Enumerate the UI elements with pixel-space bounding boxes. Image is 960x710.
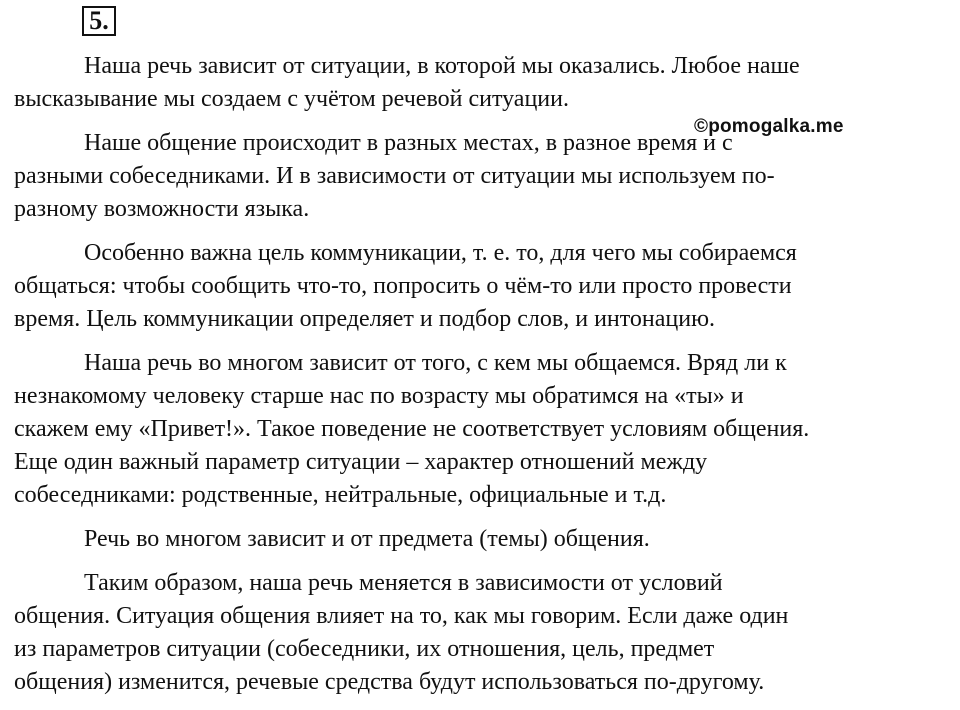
paragraph-line: скажем ему «Привет!». Такое поведение не соответствует условиям общения. [14, 416, 810, 442]
paragraph-line: общения. Ситуация общения влияет на то, как мы говорим. Если даже один [14, 603, 789, 629]
paragraph-line: Наше общение происходит в разных местах, в разное время и с [84, 130, 733, 156]
paragraph-line: Наша речь во многом зависит от того, с кем мы общаемся. Вряд ли к [84, 350, 787, 376]
paragraph-5 [14, 523, 934, 556]
paragraph-4 [14, 347, 934, 512]
paragraph-line: Речь во многом зависит и от предмета (темы) общения. [84, 526, 650, 552]
paragraph-line: Еще один важный параметр ситуации – характер отношений между [14, 449, 708, 475]
paragraph-line: разными собеседниками. И в зависимости от ситуации мы используем по- [14, 163, 775, 189]
paragraph-3 [14, 237, 934, 336]
task-number-box: 5. [82, 6, 116, 36]
paragraph-line: разному возможности языка. [14, 196, 310, 222]
paragraph-line: общаться: чтобы сообщить что-то, попросить о чём-то или просто провести [14, 273, 792, 299]
paragraph-line: Наша речь зависит от ситуации, в которой мы оказались. Любое наше [84, 53, 800, 79]
paragraph-2 [14, 127, 934, 226]
watermark: ©pomogalka.me [694, 116, 844, 137]
paragraph-line: Особенно важна цель коммуникации, т. е. то, для чего мы собираемся [84, 240, 797, 266]
paragraph-line: время. Цель коммуникации определяет и подбор слов, и интонацию. [14, 306, 716, 332]
paragraph-line: общения) изменится, речевые средства будут использоваться по-другому. [14, 669, 765, 695]
paragraph-line: из параметров ситуации (собеседники, их отношения, цель, предмет [14, 636, 715, 662]
paragraph-line: собеседниками: родственные, нейтральные, официальные и т.д. [14, 482, 667, 508]
paragraph-1 [14, 50, 934, 116]
paragraph-line: Таким образом, наша речь меняется в зависимости от условий [84, 570, 723, 596]
paragraph-6 [14, 567, 934, 699]
text-body [14, 50, 934, 710]
paragraph-line: незнакомому человеку старше нас по возрасту мы обратимся на «ты» и [14, 383, 744, 409]
paragraph-line: высказывание мы создаем с учётом речевой ситуации. [14, 86, 569, 112]
